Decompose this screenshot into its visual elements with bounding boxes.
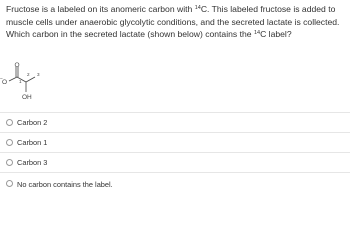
- answer-option-label: Carbon 1: [17, 138, 48, 147]
- carbon-3-label: 3: [37, 72, 40, 77]
- carbon-1-label: 1: [19, 79, 22, 84]
- answer-option-label: Carbon 2: [17, 118, 48, 127]
- question-line3-post: C label?: [260, 29, 292, 40]
- radio-button[interactable]: [6, 119, 13, 126]
- question-line2: under anaerobic glycolytic conditions, and the secreted lactate is collected. Which carbon in the: [6, 16, 340, 40]
- question-line1-pre: Fructose is a labeled on its anomeric carbon with: [6, 4, 195, 14]
- answer-option-label: No carbon contains the label.: [17, 179, 113, 189]
- radio-button[interactable]: [6, 139, 13, 146]
- isotope-superscript-2: 14: [253, 30, 261, 37]
- isotope-superscript: 14: [194, 5, 201, 11]
- hydroxyl-label: OH: [22, 94, 32, 101]
- answer-option-carbon-3[interactable]: [0, 152, 350, 172]
- question-line3-pre: secreted lactate (shown below) contains the: [84, 29, 254, 40]
- answer-option-no-carbon[interactable]: [0, 172, 350, 195]
- question-line1-post: C. This labeled fructose is added to muscle cells: [6, 4, 336, 27]
- radio-button[interactable]: [6, 180, 13, 187]
- c2-c3-bond: [26, 77, 35, 82]
- answer-option-carbon-1[interactable]: [0, 132, 350, 152]
- radio-button[interactable]: [6, 159, 13, 166]
- carbon-2-label: 2: [27, 72, 30, 77]
- carbonyl-oxygen: O: [14, 62, 20, 69]
- question-text: [6, 3, 346, 41]
- lactate-structure-drawing: [0, 62, 64, 108]
- carboxylate-bond: [9, 77, 17, 81]
- answer-option-carbon-2[interactable]: [0, 112, 350, 132]
- answer-options: [0, 112, 350, 195]
- answer-option-label: Carbon 3: [17, 158, 48, 167]
- anion-charge: −: [0, 76, 3, 82]
- anion-oxygen: O: [2, 79, 8, 86]
- lactate-structure: [0, 62, 64, 108]
